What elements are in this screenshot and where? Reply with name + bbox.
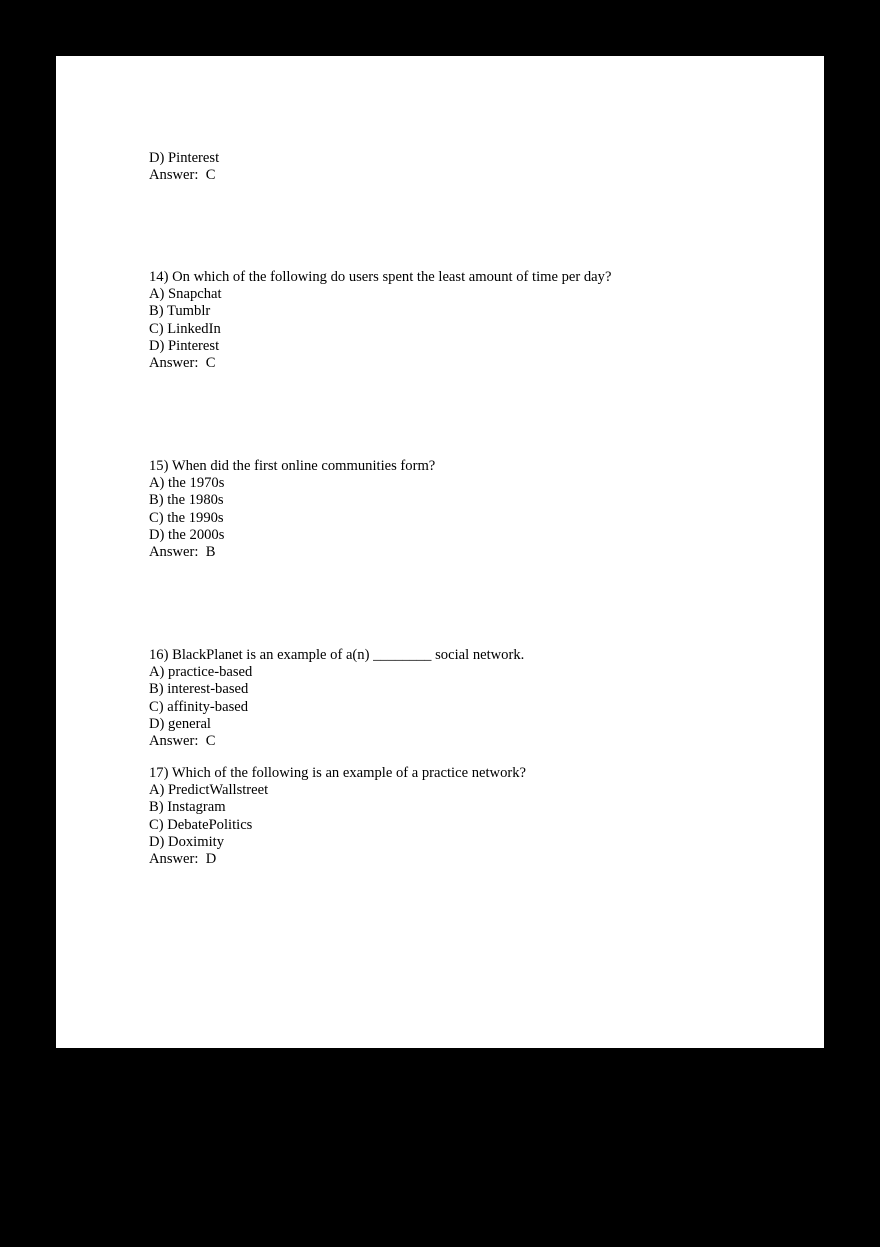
option-a: A) PredictWallstreet <box>149 782 269 799</box>
option-b: B) Instagram <box>149 799 226 816</box>
question-17 <box>149 765 526 868</box>
option-c: C) LinkedIn <box>149 320 221 337</box>
option-a: A) Snapchat <box>149 286 222 303</box>
question-15 <box>149 458 435 561</box>
question-16 <box>149 647 524 750</box>
question-stem: 15) When did the first online communities form? <box>149 458 436 474</box>
option-c: C) DebatePolitics <box>149 816 253 833</box>
answer: Answer: C <box>149 354 216 371</box>
option-d: D) Pinterest <box>149 337 220 354</box>
document-page <box>56 56 824 1048</box>
option-b: B) the 1980s <box>149 492 224 509</box>
question-13-fragment <box>149 150 219 184</box>
option-a: A) the 1970s <box>149 475 225 492</box>
option-d: D) general <box>149 715 211 732</box>
answer: Answer: C <box>149 167 216 184</box>
option-b: B) Tumblr <box>149 303 211 320</box>
option-a: A) practice-based <box>149 664 253 681</box>
question-stem: 16) BlackPlanet is an example of a(n) ________ social network. <box>149 647 525 663</box>
answer: Answer: D <box>149 850 217 867</box>
question-stem: 14) On which of the following do users spent the least amount of time per day? <box>149 269 612 285</box>
option-c: C) the 1990s <box>149 509 224 526</box>
answer: Answer: B <box>149 543 216 560</box>
option-b: B) interest-based <box>149 681 249 698</box>
answer: Answer: C <box>149 732 216 749</box>
option-d: D) Pinterest <box>149 150 220 166</box>
question-14 <box>149 269 611 372</box>
question-stem: 17) Which of the following is an example of a practice network? <box>149 765 527 781</box>
option-d: D) Doximity <box>149 833 224 850</box>
option-c: C) affinity-based <box>149 698 249 715</box>
option-d: D) the 2000s <box>149 526 225 543</box>
